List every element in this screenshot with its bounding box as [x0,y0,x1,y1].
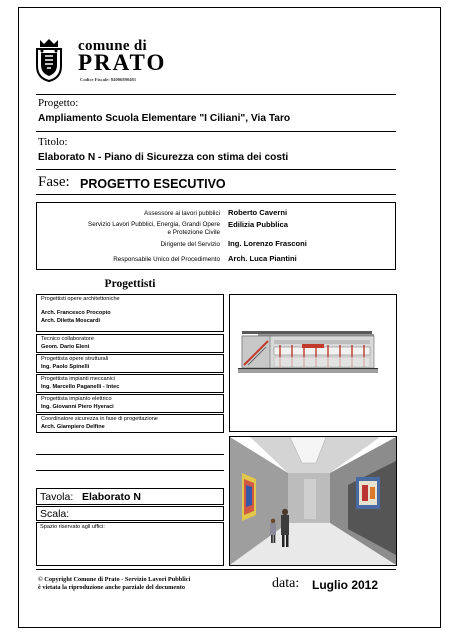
copyright-notice: è vietata la riproduzione anche parziale del documento [38,584,185,591]
role-name: Edilizia Pubblica [228,220,288,229]
designer-name: Arch. Francesco Procopio [41,310,111,316]
designer-name: Ing. Paolo Spinelli [41,364,90,370]
date-value: Luglio 2012 [312,578,379,592]
elevation-drawing-frame [229,294,397,432]
project-divider [36,131,396,132]
designer-group [36,374,224,393]
fiscal-code: Codice Fiscale: 84006890481 [80,77,137,82]
titolo-value: Elaborato N - Piano di Sicurezza con stima dei costi [38,152,289,163]
footer-divider [36,569,396,570]
date-label: data: [272,576,300,591]
designer-group [36,394,224,413]
role-label: Responsabile Unico del Procedimento [113,256,220,263]
fase-divider [36,194,396,195]
scala-label: Scala: [40,508,70,520]
blank-line [36,454,224,455]
titolo-divider [36,169,396,170]
corridor-render-image [230,437,396,565]
org-name: comune di [78,38,147,54]
interior-render-frame [229,436,397,566]
titolo-label: Titolo: [38,136,68,148]
role-label: Servizio Lavori Pubblici, Energia, Grandi Opere e Protezione Civile [88,221,220,236]
designer-name: Ing. Giovanni Piero Hyeraci [41,404,114,410]
designer-group-title: Coordinatore sicurezza in fase di progettazione [41,416,158,422]
designer-name: Ing. Marcello Paganelli - Intec [41,384,120,390]
designer-group-title: Progettista impianto elettrico [41,396,112,402]
designer-group [36,294,224,332]
designer-name: Arch. Diletta Moscardi [41,318,101,324]
designer-group [36,414,224,433]
org-city: PRATO [78,50,167,75]
fase-value: PROGETTO ESECUTIVO [80,177,226,191]
building-elevation-drawing [230,295,396,431]
designer-name: Geom. Dario Eleni [41,344,90,350]
designer-name: Arch. Giampiero Delfine [41,424,105,430]
progettisti-heading: Progettisti [104,278,156,290]
designer-group-title: Tecnico collaboratore [41,336,94,342]
role-name: Roberto Caverni [228,208,288,217]
tavola-value: Elaborato N [82,491,141,503]
role-name: Arch. Luca Piantini [228,254,297,263]
role-label: Assessore ai lavori pubblici [144,210,220,217]
designer-group [36,354,224,373]
fase-label: Fase: [38,174,70,190]
blank-line [36,470,224,471]
uffici-label: Spazio riservato agli uffici: [40,524,105,530]
project-title: Ampliamento Scuola Elementare "I Ciliani", Via Taro [38,113,291,124]
designer-group-title: Progettista opere strutturali [41,356,109,362]
designer-group [36,334,224,353]
project-label: Progetto: [38,97,79,109]
copyright-text: © Copyright Comune di Prato - Servizio Lavori Pubblici [38,576,191,583]
tavola-label: Tavola: [40,491,74,503]
role-label: Dirigente del Servizio [160,241,220,248]
role-name: Ing. Lorenzo Frasconi [228,239,307,248]
header-divider [36,94,396,95]
designer-group-title: Progettista impianti meccanici [41,376,115,382]
coat-of-arms-logo [34,38,64,82]
designer-group-title: Progettisti opere architettoniche [41,296,120,302]
